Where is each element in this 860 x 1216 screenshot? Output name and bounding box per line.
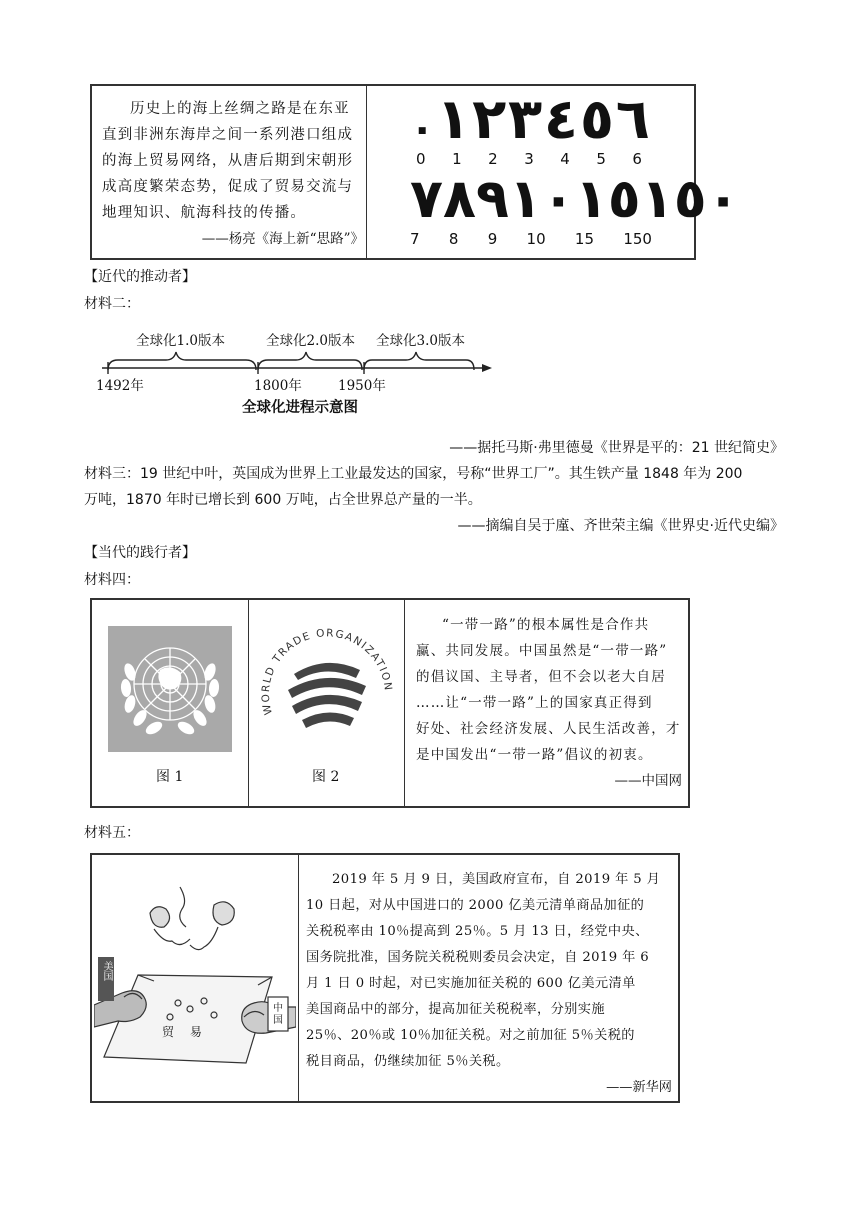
un-emblem-icon — [108, 626, 232, 752]
material1-divider — [366, 86, 367, 258]
arabic-digit-glyph: ١٠ — [508, 167, 575, 230]
material4-line: 好处、社会经济发展、人民生活改善，才 — [416, 721, 681, 737]
un-emblem — [108, 626, 232, 752]
material4-source: ——中国网 — [614, 773, 682, 789]
numerals-row1-labels — [416, 150, 642, 168]
material3-line1: 材料三：19 世纪中叶，英国成为世界上工业最发达的国家，号称“世界工厂”。其生铁产量 1848 年为 200 — [84, 466, 743, 482]
version-label-1: 全球化1.0版本 — [136, 333, 225, 349]
material5-line: 25％、20％或 10％加征关税。对之前加征 5％关税的 — [306, 1028, 635, 1043]
trade-war-cartoon — [94, 857, 296, 1099]
western-digit-label: 8 — [448, 230, 459, 248]
material5-line: 10 日起，对从中国进口的 2000 亿美元清单商品加征的 — [306, 898, 645, 913]
arabic-digit-glyph: ٨ — [442, 167, 476, 230]
western-digit-label: 2 — [488, 150, 498, 168]
material1-source: ——杨亮《海上新“思路”》 — [201, 231, 364, 247]
fig2-caption: 图 2 — [312, 769, 340, 785]
version-label-2: 全球化2.0版本 — [266, 333, 355, 349]
material2-source: ——据托马斯·弗里德曼《世界是平的：21 世纪简史》 — [449, 440, 784, 456]
material2-label: 材料二： — [84, 296, 140, 312]
western-digit-label: 6 — [632, 150, 642, 168]
material1-text — [102, 96, 364, 252]
arabic-digit-glyph: ٠ — [410, 106, 435, 152]
material5-line: 税目商品，仍继续加征 5％关税。 — [306, 1054, 510, 1069]
material1-box — [90, 84, 740, 260]
material1-line: 直到非洲东海岸之间一系列港口组成 — [102, 127, 354, 143]
arabic-digit-glyph: ١ — [436, 87, 471, 152]
western-digit-label: 1 — [452, 150, 462, 168]
globalization-timeline — [96, 326, 496, 418]
arabic-digit-glyph: ١٥ — [574, 167, 641, 230]
material4-text — [416, 612, 682, 794]
material5-divider — [298, 855, 299, 1101]
material5-line: 2019 年 5 月 9 日，美国政府宣布，自 2019 年 5 月 — [332, 872, 661, 887]
western-digit-label: 9 — [487, 230, 498, 248]
western-digit-label: 5 — [596, 150, 606, 168]
material3-source: ——摘编自吴于廑、齐世荣主编《世界史·近代史编》 — [457, 518, 784, 534]
arabic-digit-glyph: ٤ — [543, 87, 579, 152]
western-digit-label: 15 — [574, 230, 595, 248]
year-label-1950: 1950年 — [338, 378, 386, 394]
section-heading-contemporary: 【当代的践行者】 — [84, 545, 196, 561]
section-heading-modern: 【近代的推动者】 — [84, 269, 196, 285]
material4-line: 是中国发出“一带一路”倡议的初衷。 — [416, 747, 653, 763]
year-label-1492: 1492年 — [96, 378, 144, 394]
material4-label: 材料四： — [84, 572, 140, 588]
material5-line: 国务院批准，国务院关税税则委员会决定，自 2019 年 6 — [306, 950, 650, 965]
western-digit-label: 0 — [416, 150, 426, 168]
western-digit-label: 4 — [560, 150, 570, 168]
material4-divider-1 — [248, 600, 249, 806]
cartoon-label-trade: 贸 易 — [162, 1025, 208, 1039]
material5-box — [90, 853, 680, 1103]
arabic-digit-glyph: ٣ — [508, 87, 543, 152]
wto-arc-text: WORLD TRADE ORGANIZATION — [259, 627, 395, 716]
year-label-1800: 1800年 — [254, 378, 302, 394]
arabic-digit-glyph: ٦ — [615, 87, 650, 152]
material4-divider-2 — [404, 600, 405, 806]
cartoon-label-cn: 中国 — [273, 1003, 283, 1026]
numerals-row2 — [410, 167, 740, 230]
version-label-3: 全球化3.0版本 — [376, 333, 465, 349]
material5-line: 美国商品中的部分，提高加征关税税率，分别实施 — [306, 1002, 605, 1017]
material5-line: 关税税率由 10％提高到 25％。5 月 13 日，经党中央、 — [306, 924, 649, 939]
numerals-row2-labels — [410, 230, 652, 248]
trade-cartoon-illustration — [94, 857, 296, 1099]
material4-box — [90, 598, 690, 808]
material1-line: 的海上贸易网络，从唐后期到宋朝形 — [102, 153, 354, 169]
western-digit-label: 3 — [524, 150, 534, 168]
wto-logo — [256, 614, 398, 758]
material4-line: 的倡议国、主导者，但不会以老大自居 — [416, 669, 666, 685]
material5-source: ——新华网 — [606, 1080, 672, 1095]
arabic-digit-glyph: ١٥٠ — [640, 167, 740, 230]
material3-line2: 万吨，1870 年时已增长到 600 万吨，占全世界总产量的一半。 — [84, 492, 482, 508]
cartoon-label-us: 美国 — [101, 961, 112, 981]
numerals-row1 — [410, 87, 650, 152]
wto-logo-icon — [256, 614, 398, 758]
material5-text — [306, 867, 672, 1101]
material1-line: 地理知识、航海科技的传播。 — [102, 205, 307, 221]
fig1-caption: 图 1 — [156, 769, 184, 785]
western-digit-label: 150 — [623, 230, 652, 248]
timeline-arrowhead — [482, 364, 492, 372]
material1-line: 成高度繁荣态势，促成了贸易交流与 — [102, 179, 354, 195]
western-digit-label: 10 — [526, 230, 546, 248]
arabic-digit-glyph: ٧ — [410, 167, 443, 230]
material4-line: ……让“一带一路”上的国家真正得到 — [416, 695, 653, 711]
material1-line: 历史上的海上丝绸之路是在东亚 — [130, 101, 350, 117]
material5-label: 材料五： — [84, 825, 140, 841]
timeline-caption: 全球化进程示意图 — [242, 400, 358, 416]
arabic-digit-glyph: ٩ — [475, 167, 509, 230]
material4-line: “一带一路”的根本属性是合作共 — [442, 617, 650, 633]
arabic-digit-glyph: ٢ — [472, 87, 507, 152]
material5-line: 月 1 日 0 时起，对已实施加征关税的 600 亿美元清单 — [306, 976, 636, 991]
arabic-digit-glyph: ٥ — [579, 87, 615, 152]
material4-line: 赢、共同发展。中国虽然是“一带一路” — [416, 643, 668, 659]
western-digit-label: 7 — [410, 230, 420, 248]
